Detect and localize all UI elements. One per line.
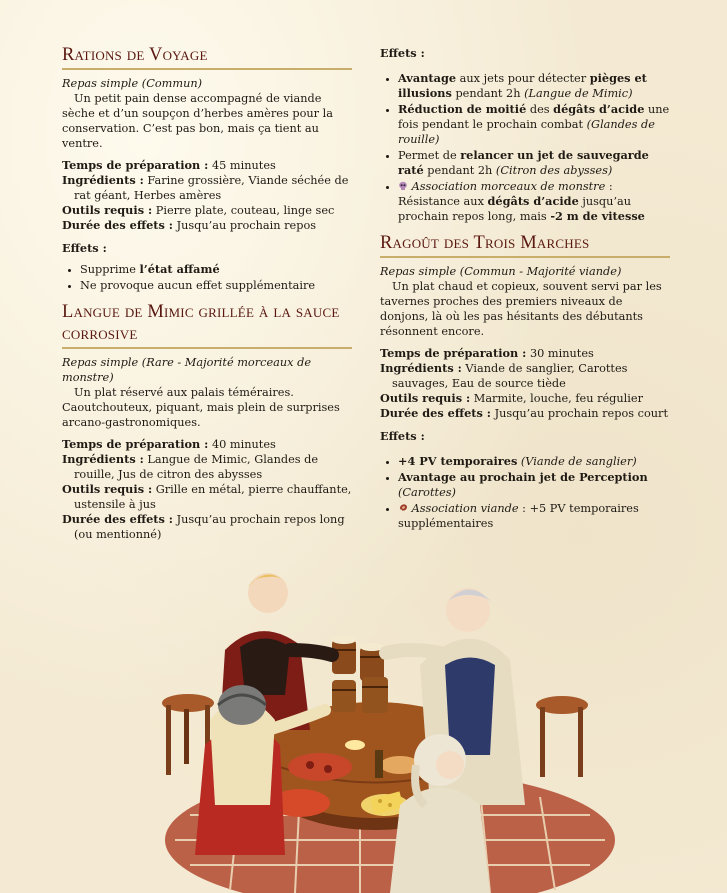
recipe-description: Un plat chaud et copieux, souvent servi par les tavernes proches des premiers niveaux de donjons, là où les pas hésitants des débutants résonnent encore.	[380, 280, 662, 338]
right-column	[380, 46, 670, 532]
effect-item-association: • Association morceaux de monstre : Résistance aux dégâts d’acide jusqu’au prochain repos long, mais -2 m de vitesse	[398, 179, 670, 224]
effects-label: Effets :	[380, 46, 425, 60]
recipe-three-steps-stew	[380, 232, 670, 531]
recipe-title: Rations de Voyage	[62, 44, 352, 70]
recipe-description: Un petit pain dense accompagné de viande sèche et d’un soupçon d’herbes amères pour la conservation. C’est pas bon, mais ça tient au ventre.	[62, 92, 333, 150]
effects-list	[62, 262, 352, 293]
prop-ingredients: Ingrédients : Langue de Mimic, Glandes de rouille, Jus de citron des abysses	[62, 452, 319, 481]
recipe-description: Un plat réservé aux palais téméraires.	[74, 386, 294, 399]
tankards-toast	[332, 636, 388, 713]
effect-item-association: • Association viande : +5 PV temporaires supplémentaires	[398, 501, 670, 531]
recipe-title: Ragoût des Trois Marches	[380, 232, 670, 258]
effect-item: • Réduction de moitié des dégâts d’acide une fois pendant le prochain combat (Glandes de rouille)	[398, 102, 670, 147]
prop-prep-time: Temps de préparation : 40 minutes	[62, 437, 276, 451]
effect-item: • Avantage aux jets pour détecter pièges et illusions pendant 2h (Langue de Mimic)	[398, 71, 670, 101]
tavern-feast-illustration	[150, 555, 620, 893]
skull-icon	[398, 181, 408, 191]
prop-ingredients: Ingrédients : Viande de sanglier, Carottes sauvages, Eau de source tiède	[380, 361, 628, 390]
recipe-description-cont: Caoutchouteux, piquant, mais plein de surprises arcano-gastronomiques.	[62, 401, 340, 429]
prop-tools: Outils requis : Grille en métal, pierre chauffante, ustensile à jus	[62, 482, 352, 511]
prop-ingredients: Ingrédients : Farine grossière, Viande séchée de rat géant, Herbes amères	[62, 173, 349, 202]
effects-label: Effets :	[62, 241, 107, 255]
effects-label: Effets :	[380, 429, 425, 443]
recipe-properties	[62, 437, 352, 542]
effect-item: • Permet de relancer un jet de sauvegarde raté pendant 2h (Citron des abysses)	[398, 148, 670, 178]
effect-item: • Avantage au prochain jet de Perception (Carottes)	[398, 470, 670, 500]
prop-tools: Outils requis : Pierre plate, couteau, linge sec	[62, 203, 335, 217]
prop-prep-time: Temps de préparation : 45 minutes	[62, 158, 276, 172]
recipe-subtitle: Repas simple (Rare - Majorité morceaux de monstre)	[62, 356, 312, 384]
recipe-properties	[62, 158, 352, 233]
effects-list	[380, 454, 670, 531]
prop-tools: Outils requis : Marmite, louche, feu régulier	[380, 391, 643, 405]
meat-icon	[398, 503, 408, 513]
recipe-subtitle: Repas simple (Commun)	[62, 77, 203, 90]
prop-duration: Durée des effets : Jusqu’au prochain repos long (ou mentionné)	[62, 512, 345, 541]
prop-duration: Durée des effets : Jusqu’au prochain repos	[62, 218, 317, 232]
prop-prep-time: Temps de préparation : 30 minutes	[380, 346, 594, 360]
effect-item: • +4 PV temporaires (Viande de sanglier)	[398, 454, 670, 469]
prop-duration: Durée des effets : Jusqu’au prochain repos court	[380, 406, 668, 420]
stool-right	[536, 696, 588, 777]
recipe-title: Langue de Mimic grillée à la sauce corrosive	[62, 301, 352, 349]
left-column	[62, 40, 352, 542]
recipe-mimic-tongue	[62, 301, 352, 542]
recipe-subtitle: Repas simple (Commun - Majorité viande)	[380, 265, 622, 278]
effects-list	[380, 71, 670, 224]
recipe-rations	[62, 44, 352, 293]
effect-item: • Ne provoque aucun effet supplémentaire	[80, 278, 352, 293]
recipe-properties	[380, 346, 670, 421]
effect-item: • Supprime l’état affamé	[80, 262, 352, 277]
